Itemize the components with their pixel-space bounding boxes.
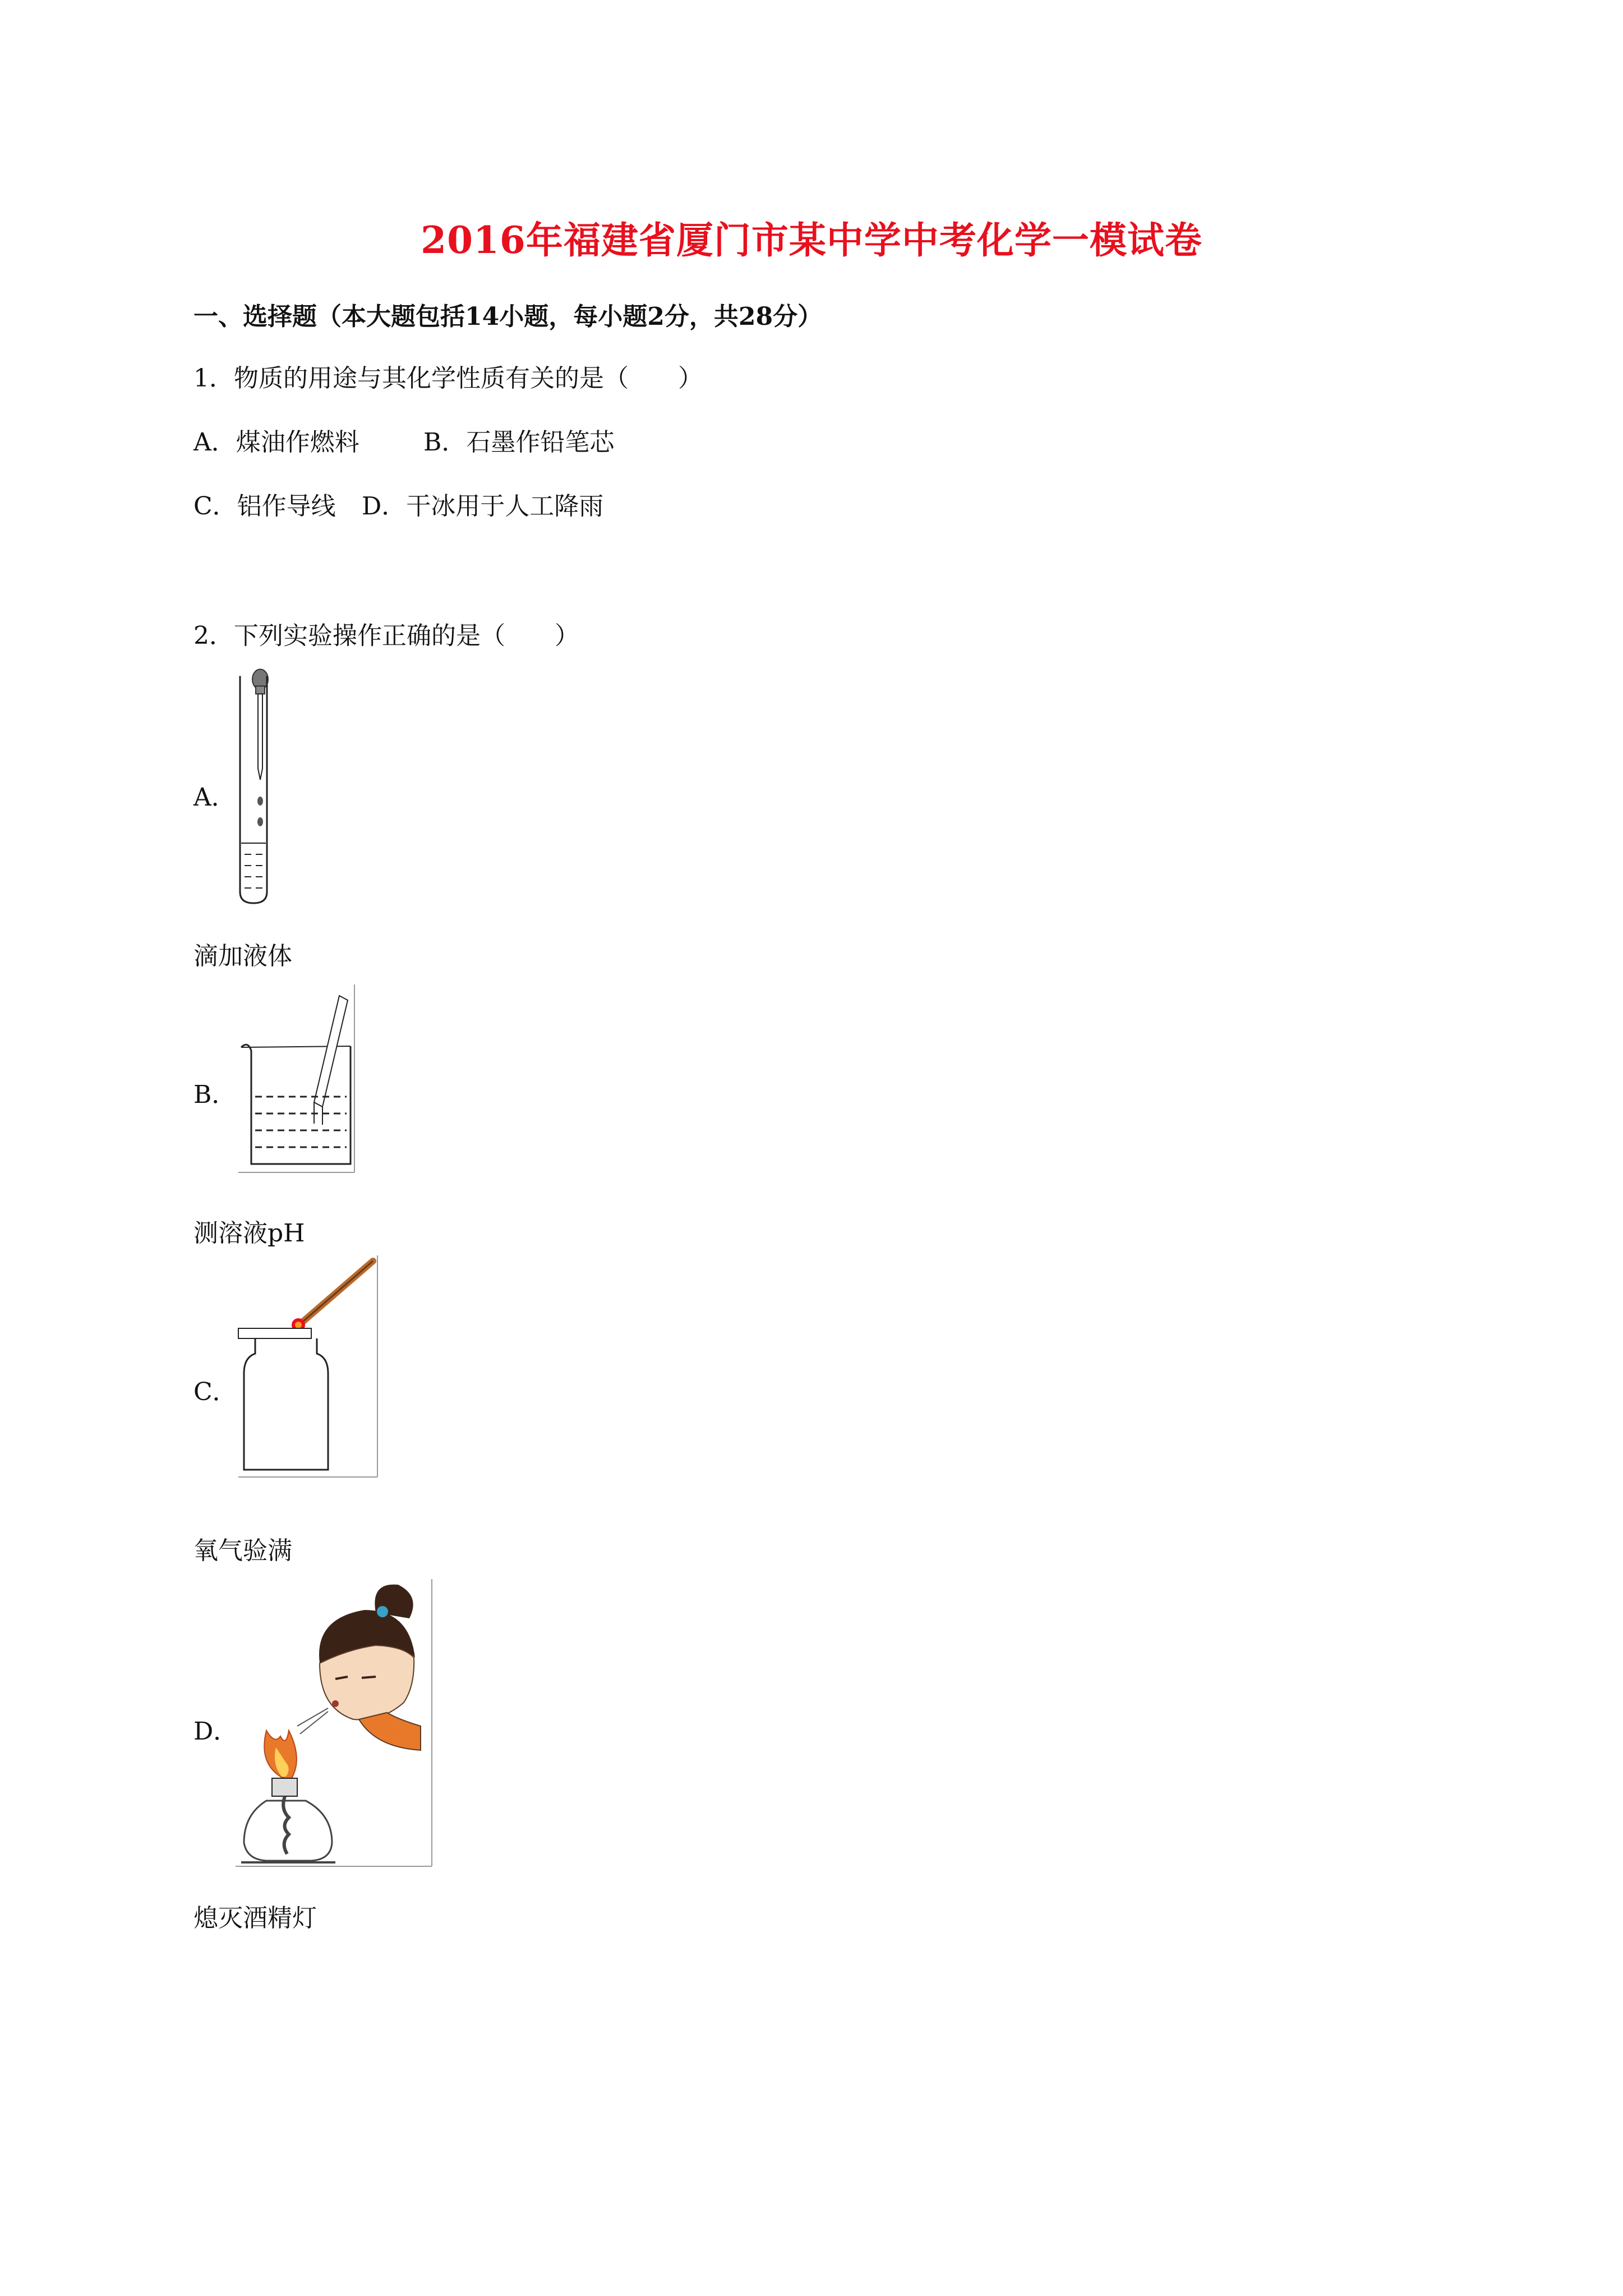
blowing-alcohol-lamp-icon <box>236 1579 437 1871</box>
q1-option-b: B．石墨作铅笔芯 <box>423 428 615 457</box>
gas-bottle-splint-icon <box>236 1255 381 1480</box>
dropper-test-tube-icon <box>236 665 269 906</box>
beaker-glass-rod-icon <box>236 984 362 1175</box>
q2-option-a-caption: 滴加液体 <box>193 942 292 970</box>
q2-option-c-caption: 氧气验满 <box>193 1536 292 1565</box>
q2-option-c-letter: C． <box>193 1378 237 1406</box>
q1-option-d: D．干冰用于人工降雨 <box>362 492 604 521</box>
question-1-stem: 1．物质的用途与其化学性质有关的是（ ） <box>193 364 703 393</box>
q1-option-c: C．铝作导线 <box>193 492 336 521</box>
q2-option-d-letter: D． <box>193 1717 238 1746</box>
question-2-stem: 2．下列实验操作正确的是（ ） <box>193 622 579 650</box>
section-heading: 一、选择题（本大题包括14小题，每小题2分，共28分） <box>193 302 823 331</box>
q2-option-d-caption: 熄灭酒精灯 <box>193 1904 317 1932</box>
page-title: 2016年福建省厦门市某中学中考化学一模试卷 <box>421 218 1202 262</box>
q1-option-a: A．煤油作燃料 <box>193 428 359 457</box>
q2-option-a-letter: A． <box>193 783 236 812</box>
q2-option-b-letter: B． <box>193 1080 237 1109</box>
q2-option-b-caption: 测溶液pH <box>193 1219 305 1248</box>
